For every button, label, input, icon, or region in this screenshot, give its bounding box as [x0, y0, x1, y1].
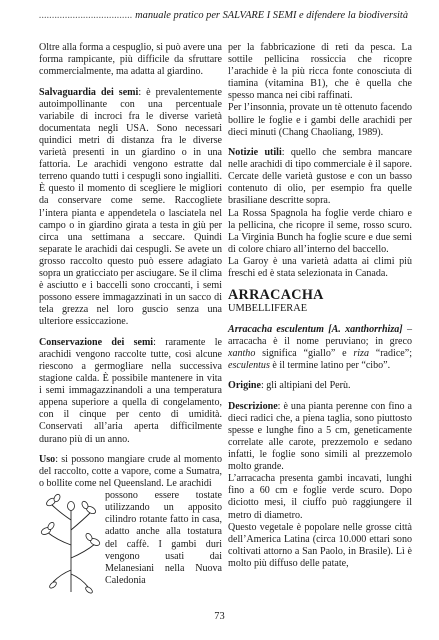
- paragraph-rossa-spagnola: La Rossa Spagnola ha foglie verde chiaro e la pellicina, che ricopre il seme, rosso scuro. La Virginia Bunch ha foglie scure e due semi di colore chiaro all’interno del baccello.: [228, 207, 412, 255]
- paragraph-climbing-form: Oltre alla forma a cespuglio, si può avere una forma rampicante, più difficile da sfruttare commercialmente, ma adatta al giardino.: [39, 42, 222, 78]
- left-column: [39, 42, 222, 595]
- label-seed-storage: Conservazione dei semi: [39, 336, 154, 348]
- paragraph-garoy: La Garoy è una varietà adatta ai climi più freschi ed è stata selezionata in Canada.: [228, 255, 412, 279]
- paragraph-description: Descrizione: è una pianta perenne con fino a dieci radici che, a piena taglia, sono piuttosto spesse e lunghe fino a 5 cm, geneticamente correlate alle carote, prezzemolo e sedano infatti, le foglie sono simili al prezzemolo molto grande.: [228, 400, 412, 473]
- paragraph-use: Uso: si possono mangiare crude al momento del raccolto, cotte a vapore, come a Sumatra, o bollite come nel Queensland. Le arachidi: [39, 453, 222, 490]
- paragraph-latin-america: Questo vegetale è popolare nelle grosse città dell’America Latina (circa 10.000 ettari sono coltivati attorno a San Paolo, in Brasile). Lì è molto più diffuso delle patate,: [228, 521, 412, 569]
- label-seed-saving: Salvaguardia dei semi: [39, 86, 139, 98]
- paragraph-insomnia: Per l’insonnia, provate un tè ottenuto facendo bollire le foglie e i gambi delle arachidi per dieci minuti (Chang Chaoliang, 1989).: [228, 102, 412, 138]
- latin-name: Arracacha esculentum [A. xanthorrhiza]: [228, 323, 403, 335]
- paragraph-useful-notes: Notizie utili: quello che sembra mancare nelle arachidi di tipo commerciale è il sapore. Cercate delle varietà gustose e con un basso contenuto di olio, per esempio fra quelle brasiliane descritte sopra.: [228, 147, 412, 207]
- paragraph-seed-saving: Salvaguardia dei semi: è prevalentemente autoimpollinante con una percentuale variabile di incroci fra le diverse varietà documentata negli USA. Sono necessari quindici metri di distanza fra le diverse varietà presenti in un giardino o in una fattoria. Le arachidi vengono estratte dal terreno quando tutti i cespugli sono ingialliti. È questo il momento di scegliere le migliori da conservare come seme. Raccogliete l’intera pianta e appendetela o lasciatela nel campo o in giardino girata a testa in giù per circa una settimana a seccare. Quindi separate le arachidi dai cespugli. Se avete un grosso raccolto questo può essere adagiato sopra un graticciato per asciugare. Se il clima è asciutto e i baccelli sono croccanti, i semi possono essere immagazzinati in un sacco di tela grezza nel loro guscio senza una ulteriore essiccazione.: [39, 86, 223, 328]
- paragraph-use-continued: possono essere tostate utilizzando un apposito cilindro rotante fatto in casa, adatto anche alla tostatura del caffè. I gambi duri vengono usati dai Melanesiani nella Nuova Caledonia: [105, 490, 222, 586]
- right-column: [228, 42, 412, 570]
- page-number: 73: [214, 611, 225, 622]
- plant-illustration-block: [39, 490, 222, 587]
- paragraph-etymology: Arracacha esculentum [A. xanthorrhiza] – arracacha è il nome peruviano; in greco xantho significa “giallo” e riza “radice”; esculentus è il termine latino per “cibo”.: [228, 323, 412, 371]
- running-header: [39, 10, 411, 24]
- paragraph-thiamine: per la fabbricazione di reti da pesca. La sottile pellicina rossiccia che ricopre l’arachide è la più ricca fonte conosciuta di tiamina (vitamina B1), che è quella che spesso manca nei cibi raffinati.: [228, 42, 412, 102]
- paragraph-stems: L’arracacha presenta gambi incavati, lunghi fino a 60 cm e foglie verde scuro. Dopo diciotto mesi, il ciuffo può raggiungere il metro di diametro.: [228, 473, 412, 521]
- paragraph-origin: Origine: gli altipiani del Perù.: [228, 380, 351, 392]
- label-use: Uso: [39, 453, 56, 465]
- header-title: manuale pratico per SALVARE I SEMI e difendere la biodiversità: [135, 10, 409, 21]
- label-description: Descrizione: [228, 400, 278, 412]
- header-leader-dots: ....................................: [39, 10, 133, 21]
- label-origin: Origine: [228, 380, 261, 392]
- section-heading: ARRACACHA: [228, 287, 324, 304]
- paragraph-seed-storage: Conservazione dei semi: raramente le arachidi vengono raccolte tutte, così alcune riescono a germogliare nella successiva stagione calda. È possibile mantenere in vita i semi immagazzinandoli a una temperatura appena superiore a quella di congelamento, con il cinque per cento di umidità. Conservati all’aria aperta difficilmente durano più di un anno.: [39, 336, 222, 445]
- label-useful-notes: Notizie utili: [228, 147, 282, 159]
- section-family: UMBELLIFERAE: [228, 303, 308, 315]
- peanut-plant-illustration: [39, 490, 103, 598]
